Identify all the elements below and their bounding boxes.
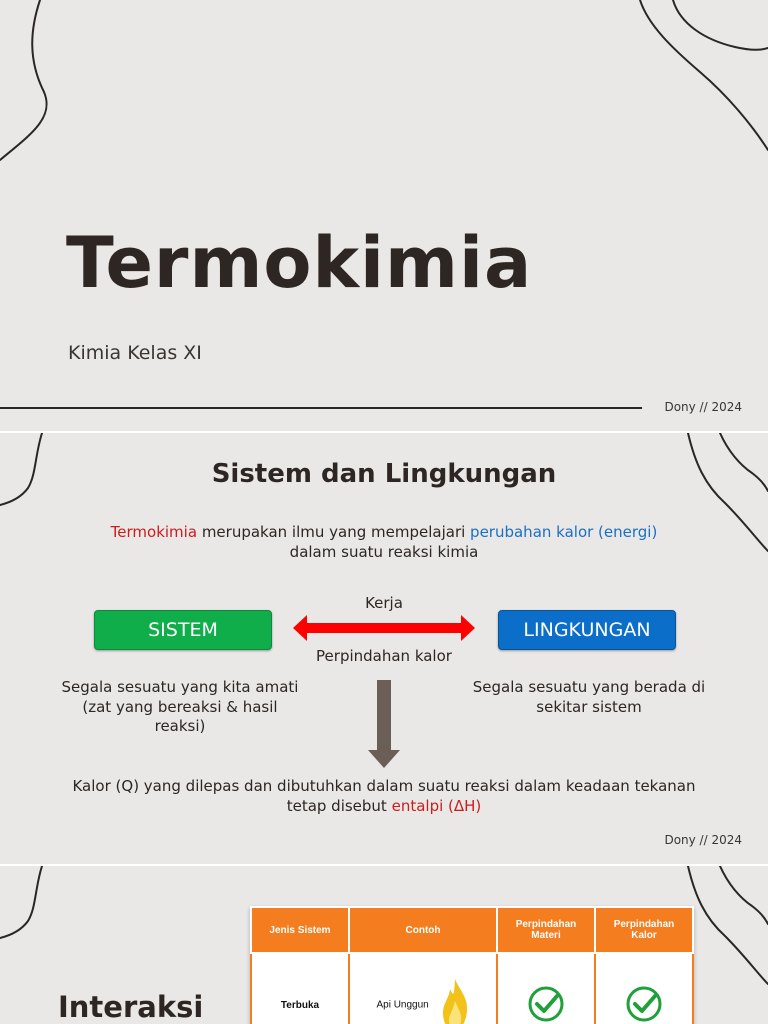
header-contoh: Contoh: [349, 907, 497, 953]
decorative-lines: [0, 0, 768, 431]
enthalpy-text: [60, 776, 708, 816]
slide-interaksi: [0, 866, 768, 1024]
presentation-subtitle: Kimia Kelas XI: [68, 342, 202, 364]
lingkungan-description: Segala sesuatu yang berada di sekitar sistem: [472, 678, 706, 716]
kerja-label: Kerja: [365, 594, 403, 612]
enthalpy-term: entalpi (ΔH): [391, 797, 482, 815]
divider-line: [0, 407, 642, 409]
cell-contoh-text: Api Unggun: [376, 999, 429, 1011]
slide-sistem-lingkungan: [0, 433, 768, 864]
intro-highlight: perubahan kalor (energi): [470, 523, 658, 541]
footer-credit: Dony // 2024: [664, 400, 742, 414]
cell-kalor: [595, 953, 693, 1024]
perpindahan-kalor-label: Perpindahan kalor: [316, 647, 452, 665]
cell-jenis: Terbuka: [251, 953, 349, 1024]
cell-materi: [497, 953, 595, 1024]
flame-icon: [440, 977, 470, 1024]
cell-contoh: [349, 953, 497, 1024]
check-icon: [625, 985, 663, 1023]
intro-term: Termokimia: [110, 523, 198, 541]
sistem-description: Segala sesuatu yang kita amati (zat yang bereaksi & hasil reaksi): [61, 678, 299, 735]
intro-text: [60, 522, 708, 562]
intro-middle: merupakan ilmu yang mempelajari: [197, 523, 471, 541]
slide-title: Sistem dan Lingkungan: [211, 459, 557, 489]
sistem-table: [250, 906, 694, 1024]
header-perpindahan-materi: Perpindahan Materi: [497, 907, 595, 953]
header-perpindahan-kalor: Perpindahan Kalor: [595, 907, 693, 953]
check-icon: [527, 985, 565, 1023]
enthalpy-body: Kalor (Q) yang dilepas dan dibutuhkan dalam suatu reaksi dalam keadaan tekanan tetap disebut: [72, 777, 696, 815]
intro-end: dalam suatu reaksi kimia: [289, 543, 479, 561]
slide-title: Interaksi: [58, 990, 204, 1024]
footer-credit: Dony // 2024: [664, 833, 742, 847]
slide-title: [0, 0, 768, 431]
table-row: [251, 953, 693, 1024]
lingkungan-box: LINGKUNGAN: [498, 610, 676, 650]
table-header-row: [251, 907, 693, 953]
down-arrow-icon: [368, 680, 400, 768]
header-jenis-sistem: Jenis Sistem: [251, 907, 349, 953]
double-arrow-icon: [293, 615, 475, 641]
sistem-box: SISTEM: [94, 610, 272, 650]
presentation-title: Termokimia: [66, 222, 533, 304]
